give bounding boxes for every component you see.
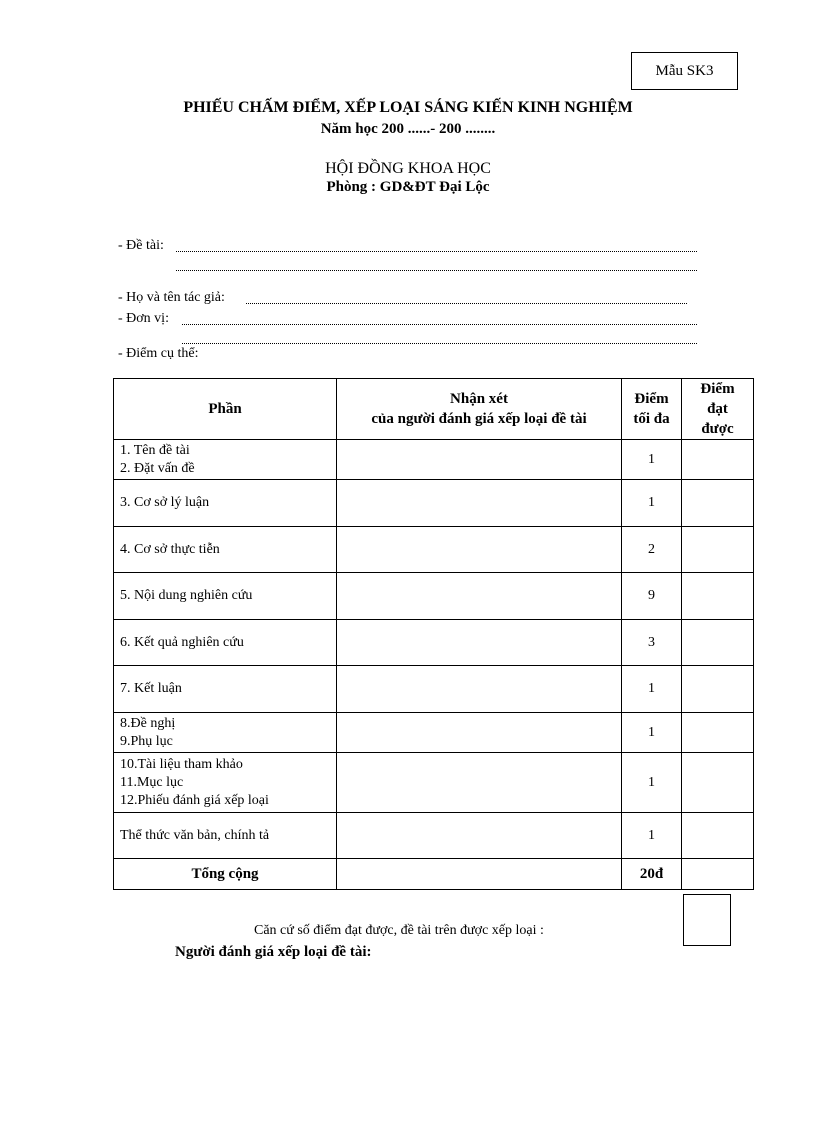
table-row bbox=[114, 813, 754, 859]
school-year: Năm học 200 ......- 200 ........ bbox=[320, 121, 496, 137]
part-line: 2. Đặt vấn đề bbox=[120, 460, 195, 476]
max-score-cell: 1 bbox=[622, 713, 682, 753]
part-line: 5. Nội dung nghiên cứu bbox=[120, 588, 253, 603]
table-row bbox=[114, 527, 754, 573]
table-row bbox=[114, 666, 754, 713]
score-detail-label: - Điểm cụ thể: bbox=[118, 346, 199, 361]
unit-line-1[interactable] bbox=[182, 324, 697, 325]
part-line: 4. Cơ sở thực tiễn bbox=[120, 541, 220, 557]
comment-cell[interactable] bbox=[337, 480, 622, 527]
table-row bbox=[114, 753, 754, 813]
form-code-box: Mẫu SK3 bbox=[631, 52, 738, 90]
author-label: - Họ và tên tác giả: bbox=[118, 290, 225, 305]
part-line: 10.Tài liệu tham khảo bbox=[120, 756, 243, 772]
evaluator-label: Người đánh giá xếp loại đề tài: bbox=[175, 944, 372, 960]
part-line: 11.Mục lục bbox=[120, 774, 184, 790]
part-cell bbox=[114, 480, 337, 527]
header-max-line1: Điểm bbox=[634, 391, 669, 407]
max-score-cell: 1 bbox=[622, 440, 682, 480]
header-max-score bbox=[622, 379, 682, 440]
achieved-score-cell[interactable] bbox=[682, 713, 754, 753]
part-cell bbox=[114, 666, 337, 713]
grade-note: Căn cứ số điểm đạt được, đề tài trên được xếp loại : bbox=[254, 923, 544, 938]
table-row bbox=[114, 713, 754, 753]
comment-cell[interactable] bbox=[337, 527, 622, 573]
max-score-cell: 1 bbox=[622, 666, 682, 713]
unit-label: - Đơn vị: bbox=[118, 311, 169, 326]
total-label: Tổng cộng bbox=[114, 859, 337, 890]
topic-line-2[interactable] bbox=[176, 270, 697, 271]
department-name: Phòng : GD&ĐT Đại Lộc bbox=[326, 179, 490, 195]
author-line[interactable] bbox=[246, 303, 687, 304]
achieved-score-cell[interactable] bbox=[682, 753, 754, 813]
part-line: 12.Phiếu đánh giá xếp loại bbox=[120, 792, 269, 808]
header-comment-line1: Nhận xét bbox=[450, 391, 508, 407]
max-score-cell: 1 bbox=[622, 813, 682, 859]
header-max-line2: tối đa bbox=[633, 411, 670, 427]
comment-cell[interactable] bbox=[337, 440, 622, 480]
part-line: 7. Kết luận bbox=[120, 681, 182, 696]
achieved-score-cell[interactable] bbox=[682, 813, 754, 859]
achieved-score-cell[interactable] bbox=[682, 620, 754, 666]
achieved-score-cell[interactable] bbox=[682, 440, 754, 480]
part-cell bbox=[114, 573, 337, 620]
part-line: 3. Cơ sở lý luận bbox=[120, 495, 210, 510]
comment-cell[interactable] bbox=[337, 813, 622, 859]
part-cell bbox=[114, 440, 337, 480]
part-cell bbox=[114, 527, 337, 573]
header-comment-line2: của người đánh giá xếp loại đề tài bbox=[371, 411, 587, 427]
form-title: PHIẾU CHẤM ĐIỂM, XẾP LOẠI SÁNG KIẾN KINH NGHIỆM bbox=[183, 99, 633, 116]
council-name: HỘI ĐỒNG KHOA HỌC bbox=[325, 160, 491, 177]
achieved-score-cell[interactable] bbox=[682, 527, 754, 573]
unit-line-2[interactable] bbox=[182, 343, 697, 344]
header-got-line1: Điểm bbox=[700, 381, 735, 397]
achieved-score-cell[interactable] bbox=[682, 666, 754, 713]
table-row bbox=[114, 480, 754, 527]
table-header-row bbox=[114, 379, 754, 440]
part-cell bbox=[114, 620, 337, 666]
max-score-cell: 2 bbox=[622, 527, 682, 573]
comment-cell[interactable] bbox=[337, 620, 622, 666]
part-line: 1. Tên đề tài bbox=[120, 442, 190, 458]
header-part: Phần bbox=[114, 379, 337, 440]
max-score-cell: 1 bbox=[622, 480, 682, 527]
total-achieved-cell[interactable] bbox=[682, 859, 754, 890]
achieved-score-cell[interactable] bbox=[682, 573, 754, 620]
score-table bbox=[113, 378, 754, 890]
max-score-cell: 3 bbox=[622, 620, 682, 666]
max-score-cell: 1 bbox=[622, 753, 682, 813]
part-line: 6. Kết quả nghiên cứu bbox=[120, 634, 244, 650]
table-row bbox=[114, 440, 754, 480]
part-cell bbox=[114, 813, 337, 859]
grade-box[interactable] bbox=[683, 894, 731, 946]
header-comment bbox=[337, 379, 622, 440]
comment-cell[interactable] bbox=[337, 573, 622, 620]
max-score-cell: 9 bbox=[622, 573, 682, 620]
total-max: 20đ bbox=[622, 859, 682, 890]
comment-cell[interactable] bbox=[337, 753, 622, 813]
total-row bbox=[114, 859, 754, 890]
part-line: 8.Đề nghị bbox=[120, 715, 176, 731]
topic-label: - Đề tài: bbox=[118, 238, 164, 253]
comment-cell[interactable] bbox=[337, 666, 622, 713]
header-achieved-score bbox=[682, 379, 754, 440]
part-line: Thể thức văn bản, chính tả bbox=[120, 827, 270, 843]
part-cell bbox=[114, 713, 337, 753]
part-line: 9.Phụ lục bbox=[120, 733, 173, 749]
total-comment-cell[interactable] bbox=[337, 859, 622, 890]
header-got-line2: đạt bbox=[707, 401, 728, 417]
part-cell bbox=[114, 753, 337, 813]
header-got-line3: được bbox=[701, 421, 734, 437]
table-row bbox=[114, 620, 754, 666]
comment-cell[interactable] bbox=[337, 713, 622, 753]
topic-line-1[interactable] bbox=[176, 251, 697, 252]
table-row bbox=[114, 573, 754, 620]
achieved-score-cell[interactable] bbox=[682, 480, 754, 527]
